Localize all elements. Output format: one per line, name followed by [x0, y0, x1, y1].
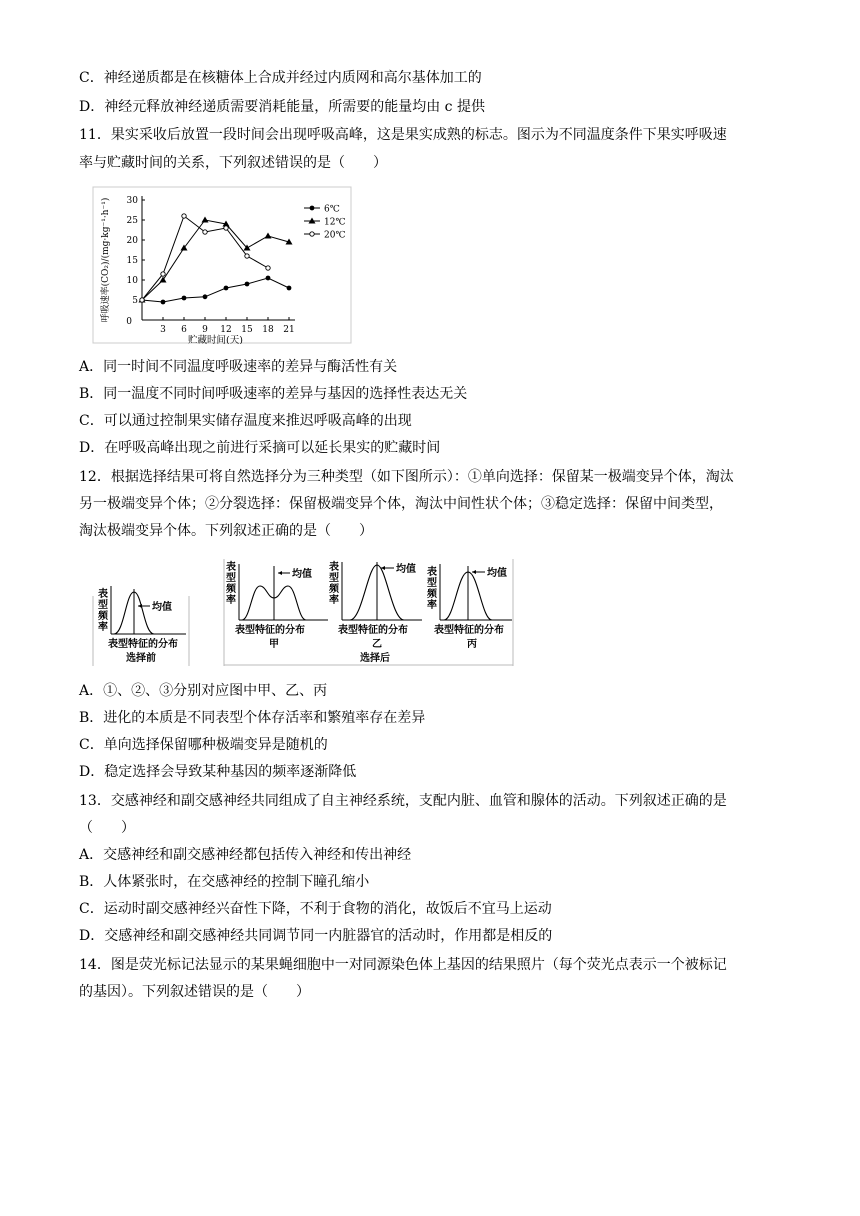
jia-ylabel-4: 率	[226, 595, 236, 606]
bing-ylabel-2: 型	[427, 578, 437, 589]
jia-ylabel-3: 频	[226, 584, 236, 595]
q11-stem-line2: 率与贮藏时间的关系，下列叙述错误的是（ ）	[79, 155, 387, 171]
q13-option-b: B．人体紧张时，在交感神经的控制下瞳孔缩小	[79, 874, 370, 890]
bing-xlabel: 表型特征的分布	[434, 625, 504, 636]
series-2-point	[182, 214, 186, 218]
q14-stem-line1: 14．图是荧光标记法显示的某果蝇细胞中一对同源染色体上基因的结果照片（每个荧光点表示一个被标记	[79, 957, 727, 973]
before-xlabel: 表型特征的分布	[108, 639, 178, 650]
series-2-point	[140, 298, 144, 302]
series-2-point	[161, 272, 165, 276]
q12-option-b: B．进化的本质是不同表型个体存活率和繁殖率存在差异	[79, 710, 426, 726]
yi-caption: 乙	[372, 639, 382, 650]
q10-option-d: D．神经元释放神经递质需要消耗能量，所需要的能量均由 c 提供	[79, 99, 485, 115]
before-ylabel-4: 率	[98, 622, 108, 633]
bing-ylabel-1: 表	[427, 567, 437, 578]
x-tick-label: 6	[181, 325, 187, 335]
q11-option-a: A．同一时间不同温度呼吸速率的差异与酶活性有关	[79, 359, 398, 375]
y-tick-label: 30	[126, 196, 138, 206]
jia-caption: 甲	[269, 639, 279, 650]
panel-bing	[427, 564, 512, 650]
legend-label-0: 6℃	[324, 204, 340, 215]
y-tick-label: 25	[126, 216, 138, 226]
bing-mean-arrowhead	[472, 570, 476, 574]
bing-mean-label: 均值	[487, 568, 507, 579]
q13-stem-line2: （ ）	[79, 820, 135, 836]
jia-mean-arrowhead	[278, 571, 282, 575]
bing-ylabel-3: 频	[427, 589, 437, 600]
y-tick-label: 10	[126, 276, 138, 286]
series-line-1	[142, 220, 289, 300]
bing-ylabel-4: 率	[427, 600, 437, 611]
x-tick-label: 15	[241, 325, 253, 335]
chart-x-axis-label: 贮藏时间(天)	[188, 335, 243, 344]
q11-option-d: D．在呼吸高峰出现之前进行采摘可以延长果实的贮藏时间	[79, 440, 441, 456]
q11-option-b: B．同一温度不同时间呼吸速率的差异与基因的选择性表达无关	[79, 386, 468, 402]
q10-option-c: C．神经递质都是在核糖体上合成并经过内质网和高尔基体加工的	[79, 70, 482, 86]
y-tick-label: 20	[126, 236, 138, 246]
series-0-point	[287, 286, 292, 291]
x-tick-label: 12	[220, 325, 232, 335]
series-0-point	[245, 282, 250, 287]
before-caption: 选择前	[126, 653, 156, 664]
q11-stem-line1: 11．果实采收后放置一段时间会出现呼吸高峰，这是果实成熟的标志。图示为不同温度条件下果实呼吸速	[79, 127, 727, 143]
selection-types-figure	[92, 556, 518, 668]
series-0-point	[266, 276, 271, 281]
q12-stem-line3: 淘汰极端变异个体。下列叙述正确的是（ ）	[79, 523, 373, 539]
x-tick-label: 18	[262, 325, 274, 335]
yi-ylabel-1: 表	[329, 562, 339, 573]
respiration-rate-chart	[92, 186, 352, 344]
yi-ylabel-4: 率	[329, 595, 339, 606]
chart-y-axis-label: 呼吸速率(CO₂)/(mg·kg⁻¹·h⁻¹)	[101, 197, 111, 323]
before-ylabel-3: 频	[98, 611, 108, 622]
y-tick-label: 5	[132, 296, 138, 306]
series-1-point	[202, 217, 209, 223]
before-mean-label: 均值	[152, 602, 172, 613]
jia-ylabel-2: 型	[226, 573, 236, 584]
series-0-point	[203, 294, 208, 299]
after-caption: 选择后	[360, 653, 390, 664]
q12-option-c: C．单向选择保留哪种极端变异是随机的	[79, 737, 328, 753]
q13-stem-line1: 13．交感神经和副交感神经共同组成了自主神经系统，支配内脏、血管和腺体的活动。下列叙述正确的是	[79, 793, 727, 809]
y-tick-label: 15	[126, 256, 138, 266]
q12-option-a: A．①、②、③分别对应图中甲、乙、丙	[79, 683, 328, 699]
q14-stem-line2: 的基因）。下列叙述错误的是（ ）	[79, 984, 310, 1000]
series-2-point	[224, 226, 228, 230]
series-2-point	[245, 254, 249, 258]
q12-option-d: D．稳定选择会导致某种基因的频率逐渐降低	[79, 764, 357, 780]
x-tick-label: 3	[160, 325, 166, 335]
panel-yi	[329, 560, 422, 664]
before-mean-arrowhead	[138, 604, 142, 608]
panel-jia	[226, 560, 328, 650]
legend-marker-2	[310, 232, 314, 236]
q12-stem-line2: 另一极端变异个体；②分裂选择：保留极端变异个体，淘汰中间性状个体；③稳定选择：保留中间类型，	[79, 496, 723, 512]
series-0-point	[224, 286, 229, 291]
series-0-point	[182, 296, 187, 301]
q13-option-a: A．交感神经和副交感神经都包括传入神经和传出神经	[79, 847, 412, 863]
yi-ylabel-3: 频	[329, 584, 339, 595]
jia-ylabel-1: 表	[226, 562, 236, 573]
series-line-2	[142, 216, 268, 300]
yi-mean-label: 均值	[396, 564, 416, 575]
series-2-point	[203, 230, 207, 234]
q13-option-c: C．运动时副交感神经兴奋性下降，不利于食物的消化，故饭后不宜马上运动	[79, 901, 552, 917]
yi-ylabel-2: 型	[329, 573, 339, 584]
jia-mean-label: 均值	[292, 569, 312, 580]
q12-stem-line1: 12．根据选择结果可将自然选择分为三种类型（如下图所示）：①单向选择：保留某一极端变异个体，淘汰	[79, 469, 734, 485]
series-1-point	[265, 233, 272, 239]
series-2-point	[266, 266, 270, 270]
legend-label-2: 20℃	[324, 230, 346, 241]
series-0-point	[161, 300, 166, 305]
before-ylabel-2: 型	[98, 600, 108, 611]
legend-marker-0	[310, 206, 315, 211]
jia-xlabel: 表型特征的分布	[235, 625, 305, 636]
before-ylabel-1: 表	[98, 589, 108, 600]
x-tick-label: 21	[283, 325, 295, 335]
q11-option-c: C．可以通过控制果实储存温度来推迟呼吸高峰的出现	[79, 413, 412, 429]
x-tick-label: 9	[202, 325, 208, 335]
panel-before	[98, 586, 186, 664]
yi-xlabel: 表型特征的分布	[338, 625, 408, 636]
q13-option-d: D．交感神经和副交感神经共同调节同一内脏器官的活动时，作用都是相反的	[79, 928, 553, 944]
bing-caption: 丙	[467, 639, 477, 650]
origin-tick-label: 0	[126, 317, 132, 327]
legend-label-1: 12℃	[324, 217, 346, 228]
